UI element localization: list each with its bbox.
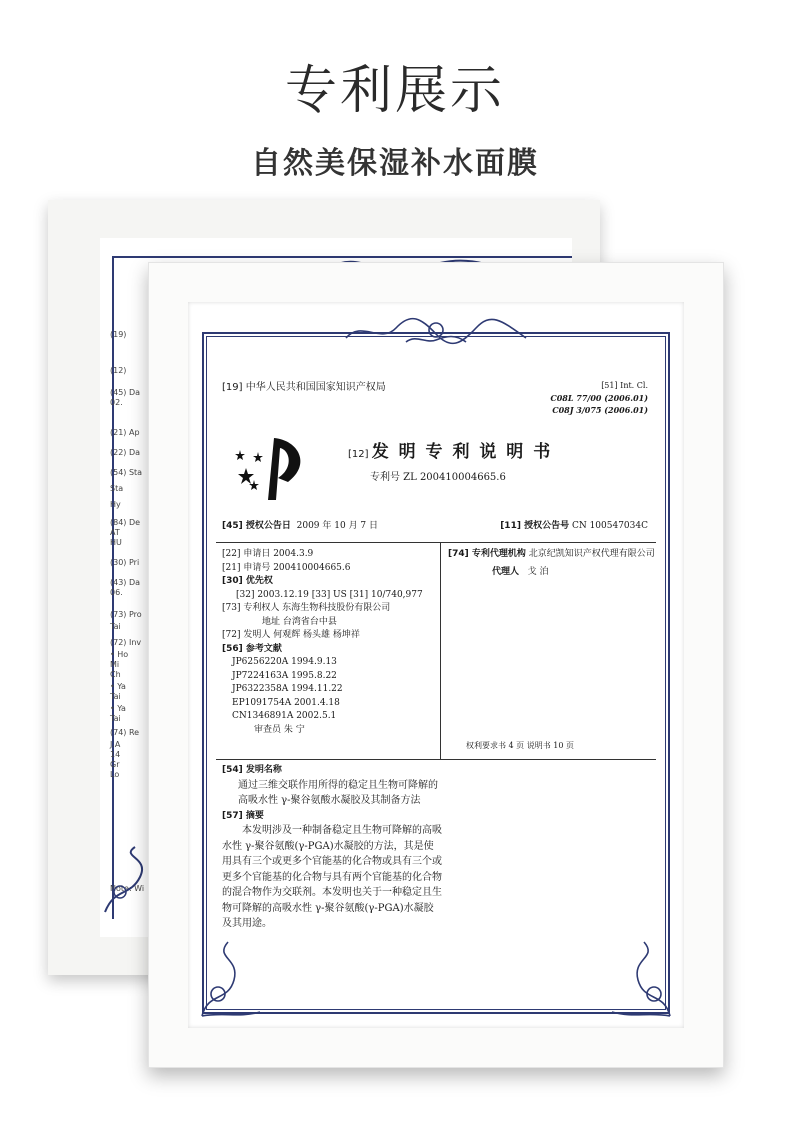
back-doc-line: Gr bbox=[110, 760, 120, 769]
back-doc-line: HU bbox=[110, 538, 122, 547]
back-doc-line: (74) Re bbox=[110, 728, 140, 737]
back-doc-line: • Ho bbox=[110, 650, 129, 659]
back-doc-line: (19) bbox=[110, 330, 127, 339]
back-doc-line: Tai bbox=[110, 622, 121, 631]
back-doc-line: Lo bbox=[110, 770, 120, 779]
divider-middle bbox=[216, 759, 656, 760]
back-doc-line: • Ya bbox=[110, 704, 126, 713]
back-doc-line: (73) Pro bbox=[110, 610, 142, 619]
patent-office-emblem-icon bbox=[228, 420, 318, 510]
page-subtitle: 自然美保湿补水面膜 bbox=[251, 146, 539, 181]
back-doc-line: (84) De bbox=[110, 518, 141, 527]
back-doc-line: (21) Ap bbox=[110, 428, 140, 437]
grant-publication-number: [11] 授权公告号 CN 100547034C bbox=[500, 521, 648, 531]
claims-pages-note: 权利要求书 4 页 说明书 10 页 bbox=[466, 741, 574, 750]
back-doc-line: Sta bbox=[110, 484, 124, 493]
back-doc-line: J.A bbox=[110, 740, 121, 749]
ornament-bottom-right bbox=[608, 932, 678, 1022]
back-doc-line: (12) bbox=[110, 366, 127, 375]
office-line: [19] 中华人民共和国国家知识产权局 bbox=[222, 382, 386, 393]
back-doc-line: Tai bbox=[110, 714, 121, 723]
back-doc-line: (54) Sta bbox=[110, 468, 143, 477]
back-doc-line: (72) Inv bbox=[110, 638, 142, 647]
back-doc-line: Tai bbox=[110, 692, 121, 701]
back-doc-line: Mi bbox=[110, 660, 120, 669]
reference-item: JP7224163A 1995.8.22 bbox=[232, 670, 337, 681]
bibliographic-left: [22] 申请日 2004.3.9 [21] 申请号 200410004665.6 [30] 优先权 [32] 2003.12.19 [33] US [31] 10/740,977 [73] 专利权人 东海生物科技股份有限公司 地址 台湾省台中县 [72] 发明人 何观辉 杨头雄 杨坤祥 [56] 参考文献 JP6256220A 1994.9.13 JP7224163A 1995.8.22 JP6322358A 1994.11.22 EP1091754A 2001.4.18 CN1346891A 2002.5.1 审查员 朱 宁 bbox=[222, 548, 436, 737]
divider-top bbox=[216, 542, 656, 543]
back-doc-line: 06. bbox=[110, 588, 123, 597]
front-certificate-paper bbox=[188, 302, 684, 1028]
back-doc-line: (22) Da bbox=[110, 448, 141, 457]
reference-item: EP1091754A 2001.4.18 bbox=[232, 697, 340, 708]
divider-vertical bbox=[440, 543, 441, 759]
reference-item: CN1346891A 2002.5.1 bbox=[232, 711, 337, 721]
invention-section: [54] 发明名称 通过三维交联作用所得的稳定且生物可降解的高吸水性 γ-聚谷氨酸水凝胶及其制备方法 [57] 摘要 本发明涉及一种制备稳定且生物可降解的高吸水性 γ-聚谷氨酸(γ-PGA)水凝胶的方法，其是使用具有三个或更多个官能基的化合物或具有三个或更多个官能基的化合物与具有两个官能基的化合物的混合物作为交联剂。本发明也关于一种稳定且生物可降解的高吸水性 γ-聚谷氨酸(γ-PGA)水凝胶及其用途。 bbox=[222, 765, 442, 929]
back-doc-line: (45) Da bbox=[110, 388, 141, 397]
reference-item: JP6322358A 1994.11.22 bbox=[232, 684, 343, 694]
back-doc-line: 02. bbox=[110, 398, 123, 407]
back-doc-line: AT bbox=[110, 528, 120, 537]
patent-number: 专利号 ZL 200410004665.6 bbox=[370, 472, 506, 483]
back-doc-line: (43) Da bbox=[110, 578, 141, 587]
back-doc-line: (30) Pri bbox=[110, 558, 140, 567]
back-doc-line: 14 bbox=[110, 750, 121, 759]
grant-date: [45] 授权公告日 2009 年 10 月 7 日 bbox=[222, 521, 379, 531]
document-type: [12] 发 明 专 利 说 明 书 bbox=[348, 442, 553, 462]
back-doc-line: Note: Wi bbox=[110, 884, 145, 893]
reference-item: JP6256220A 1994.9.13 bbox=[232, 657, 337, 667]
front-certificate-frame bbox=[148, 262, 724, 1068]
back-doc-line: • Ya bbox=[110, 682, 126, 691]
int-cl-block: [51] Int. Cl. C08L 77/00 (2006.01) C08J 3/075 (2006.01) bbox=[550, 381, 648, 415]
back-doc-line: Hy bbox=[110, 500, 121, 509]
bibliographic-right: [74] 专利代理机构 北京纪凯知识产权代理有限公司 代理人 戈 泊 bbox=[448, 549, 655, 577]
back-doc-line: Ch bbox=[110, 670, 121, 679]
ornament-top bbox=[336, 314, 536, 350]
page-title: 专利展示 bbox=[284, 61, 505, 121]
references-list bbox=[222, 656, 436, 724]
ornament-bottom-left bbox=[194, 932, 264, 1022]
